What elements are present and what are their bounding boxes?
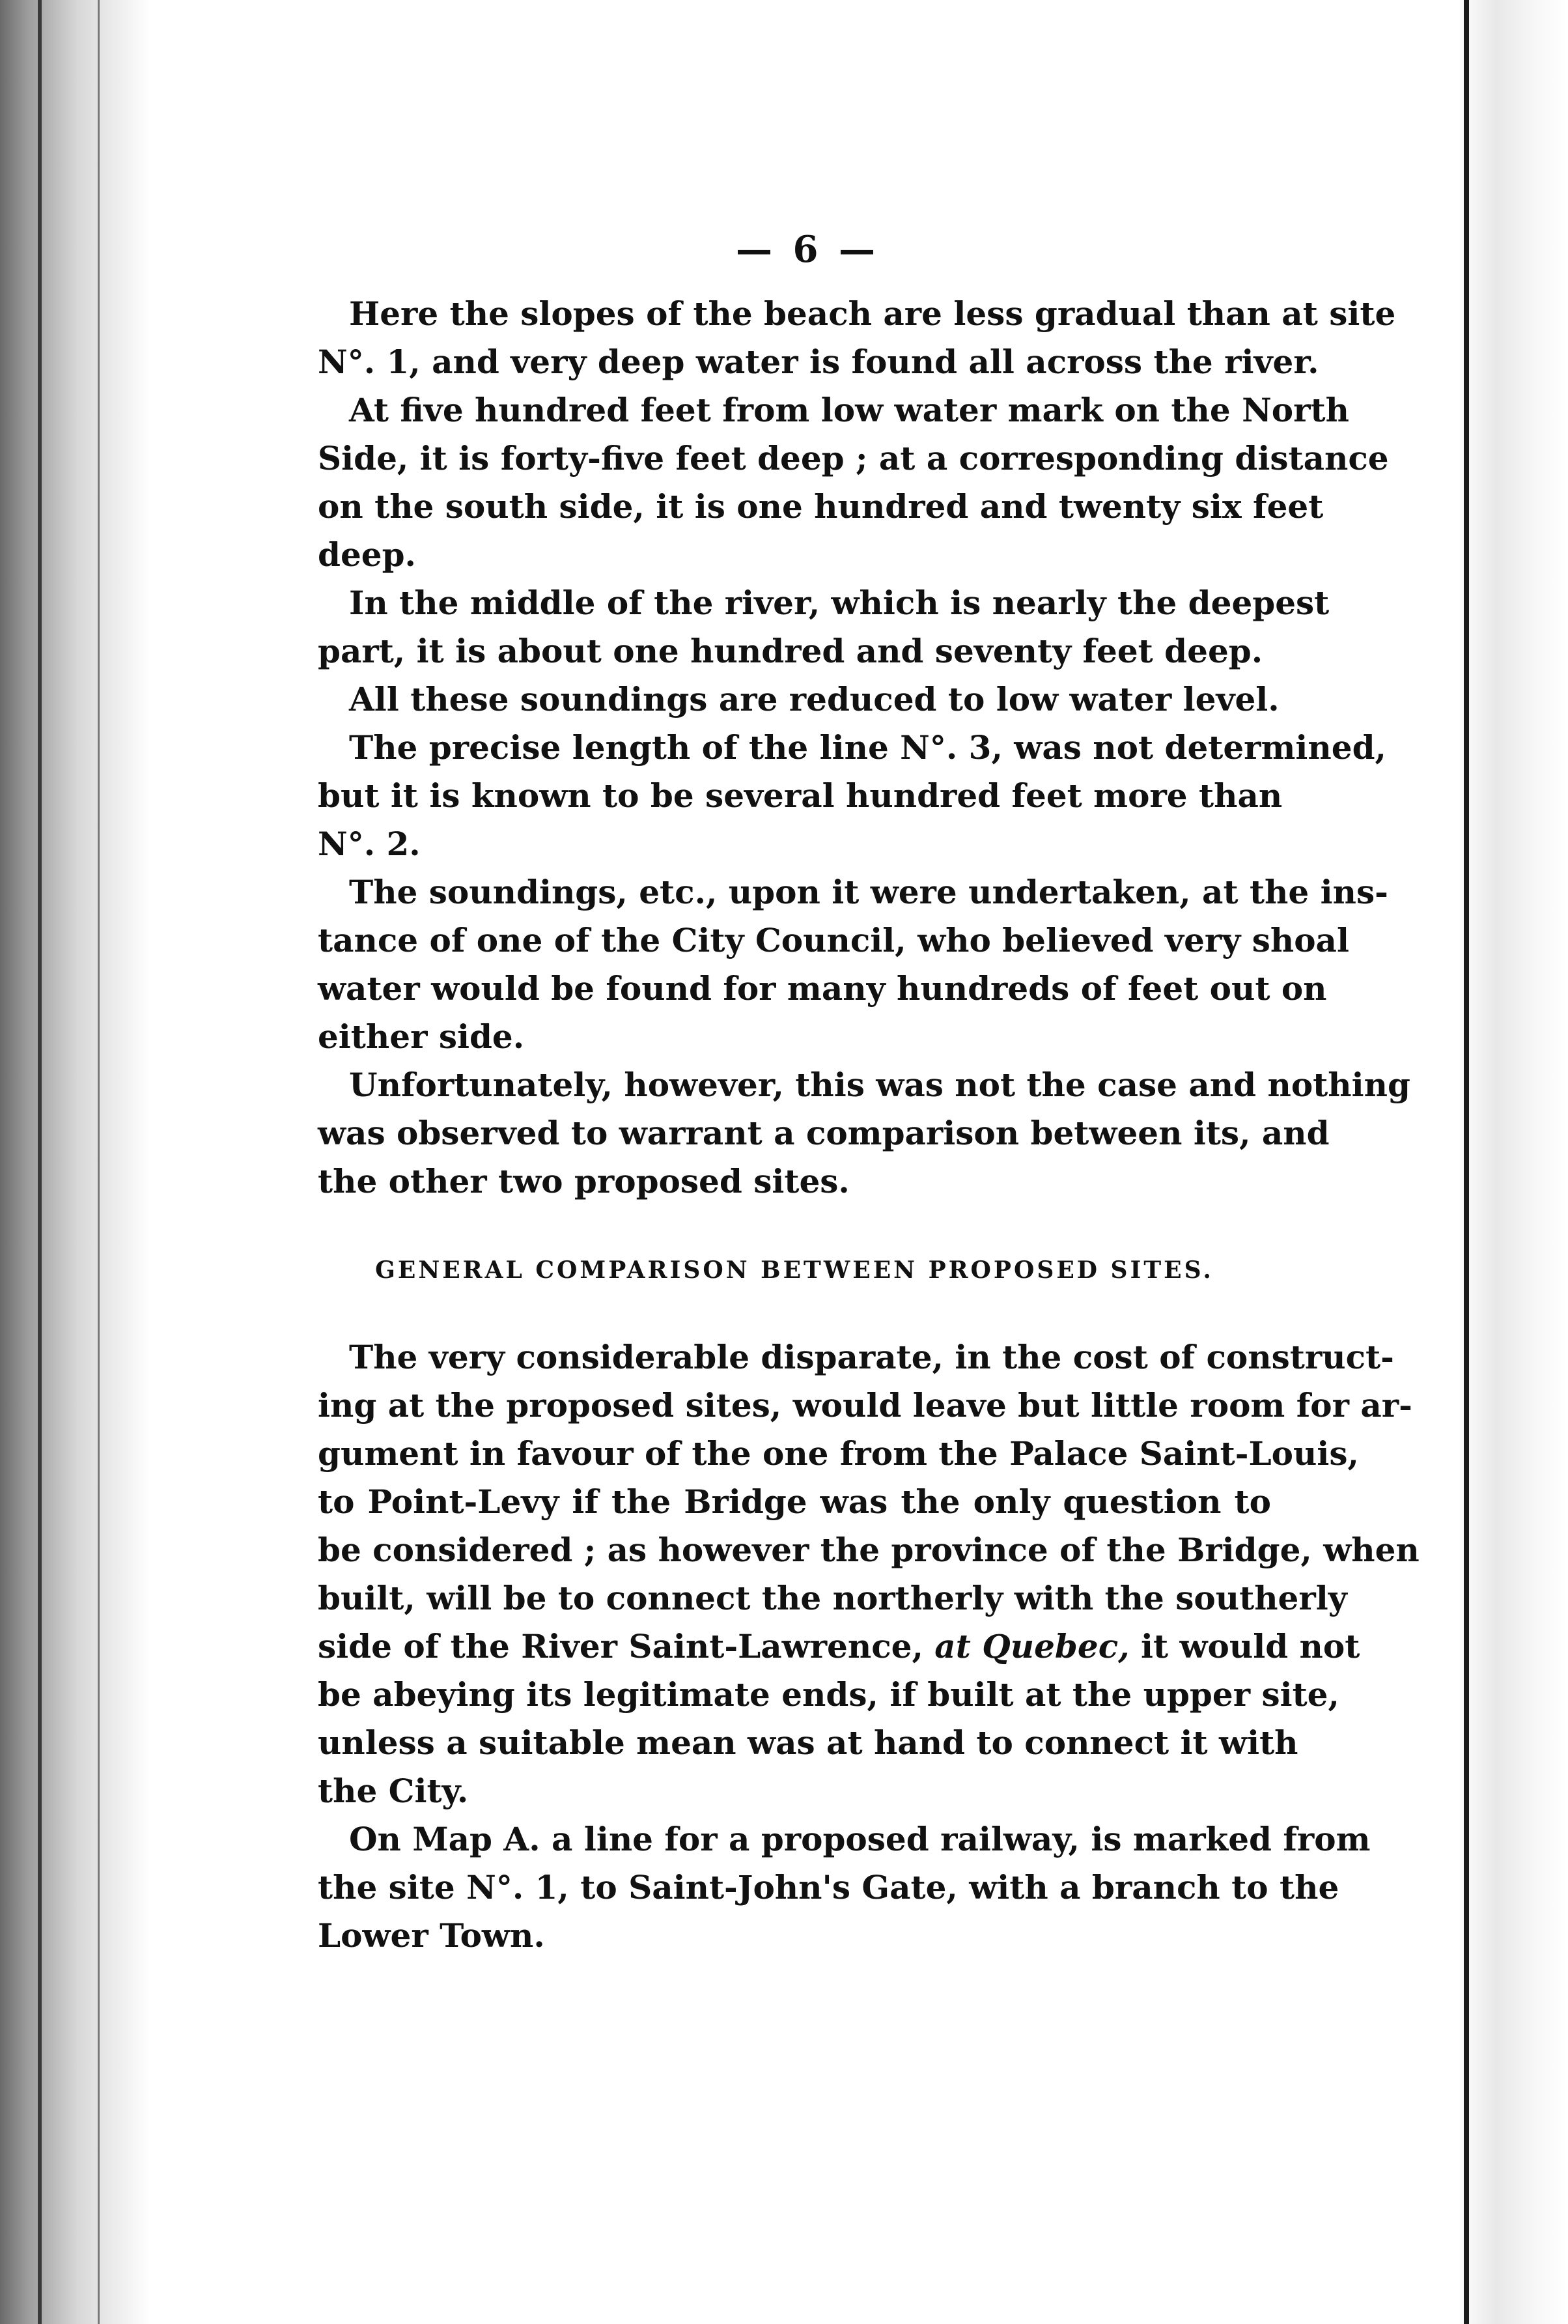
text-line: built, will be to connect the northerly with the southerly bbox=[318, 1579, 1347, 1617]
paragraph bbox=[318, 1815, 1371, 1960]
text-line: N°. 2. bbox=[318, 825, 421, 863]
text-line: on the south side, it is one hundred and twenty six feet bbox=[318, 487, 1324, 526]
text-line: gument in favour of the one from the Palace Saint-Louis, bbox=[318, 1434, 1359, 1473]
text-line: The very considerable disparate, in the cost of construct- bbox=[349, 1338, 1394, 1376]
text-line: All these soundings are reduced to low water level. bbox=[349, 680, 1280, 718]
text-line: to Point-Levy if the Bridge was the only question to bbox=[318, 1482, 1271, 1521]
text-line: Lower Town. bbox=[318, 1916, 545, 1955]
paragraph bbox=[318, 675, 1280, 724]
text-line: be considered ; as however the province of the Bridge, when bbox=[318, 1531, 1420, 1569]
text-line: Here the slopes of the beach are less gradual than at site bbox=[349, 294, 1396, 333]
binding-line bbox=[98, 0, 100, 2324]
text-line: The precise length of the line N°. 3, was not determined, bbox=[349, 728, 1386, 767]
page-body bbox=[318, 290, 1420, 1960]
text-line: but it is known to be several hundred feet more than bbox=[318, 776, 1283, 815]
text-line: side of the River Saint-Lawrence, at Quebec, it would not bbox=[318, 1627, 1360, 1665]
text-line: either side. bbox=[318, 1017, 525, 1056]
text-line: On Map A. a line for a proposed railway, is marked from bbox=[349, 1820, 1371, 1858]
paragraph bbox=[318, 386, 1389, 579]
scan-left-edge bbox=[0, 0, 150, 2324]
paragraph bbox=[318, 1061, 1410, 1206]
scan-right-edge bbox=[1457, 0, 1568, 2324]
paragraphs-after-heading bbox=[318, 1333, 1420, 1960]
paragraph bbox=[318, 1333, 1420, 1815]
text-line: water would be found for many hundreds of feet out on bbox=[318, 969, 1327, 1008]
page-number: — 6 — bbox=[736, 228, 879, 271]
text-line: At five hundred feet from low water mark on the North bbox=[349, 391, 1349, 429]
paragraph bbox=[318, 868, 1388, 1061]
paragraph bbox=[318, 290, 1396, 386]
text-line: the other two proposed sites. bbox=[318, 1162, 850, 1200]
text-line: was observed to warrant a comparison between its, and bbox=[318, 1114, 1330, 1152]
section-heading: GENERAL COMPARISON BETWEEN PROPOSED SITES. bbox=[375, 1256, 1214, 1284]
paragraphs-before-heading bbox=[318, 290, 1410, 1206]
paragraph bbox=[318, 724, 1386, 868]
text-line: Side, it is forty-five feet deep ; at a corresponding distance bbox=[318, 439, 1389, 477]
text-line: part, it is about one hundred and seventy feet deep. bbox=[318, 632, 1263, 670]
binding-line bbox=[38, 0, 42, 2324]
text-line: the City. bbox=[318, 1772, 469, 1810]
text-line: unless a suitable mean was at hand to connect it with bbox=[318, 1723, 1298, 1762]
paragraph bbox=[318, 579, 1330, 675]
page-edge-line bbox=[1464, 0, 1469, 2324]
text-line: The soundings, etc., upon it were undertaken, at the ins- bbox=[349, 873, 1388, 911]
text-line: be abeying its legitimate ends, if built at the upper site, bbox=[318, 1675, 1339, 1714]
text-line: deep. bbox=[318, 535, 416, 574]
text-line: ing at the proposed sites, would leave but little room for ar- bbox=[318, 1386, 1412, 1424]
text-line: In the middle of the river, which is nearly the deepest bbox=[349, 584, 1330, 622]
text-line: Unfortunately, however, this was not the case and nothing bbox=[349, 1066, 1410, 1104]
text-line: the site N°. 1, to Saint-John's Gate, with a branch to the bbox=[318, 1868, 1339, 1906]
text-line: tance of one of the City Council, who believed very shoal bbox=[318, 921, 1349, 959]
text-line: N°. 1, and very deep water is found all across the river. bbox=[318, 343, 1319, 381]
